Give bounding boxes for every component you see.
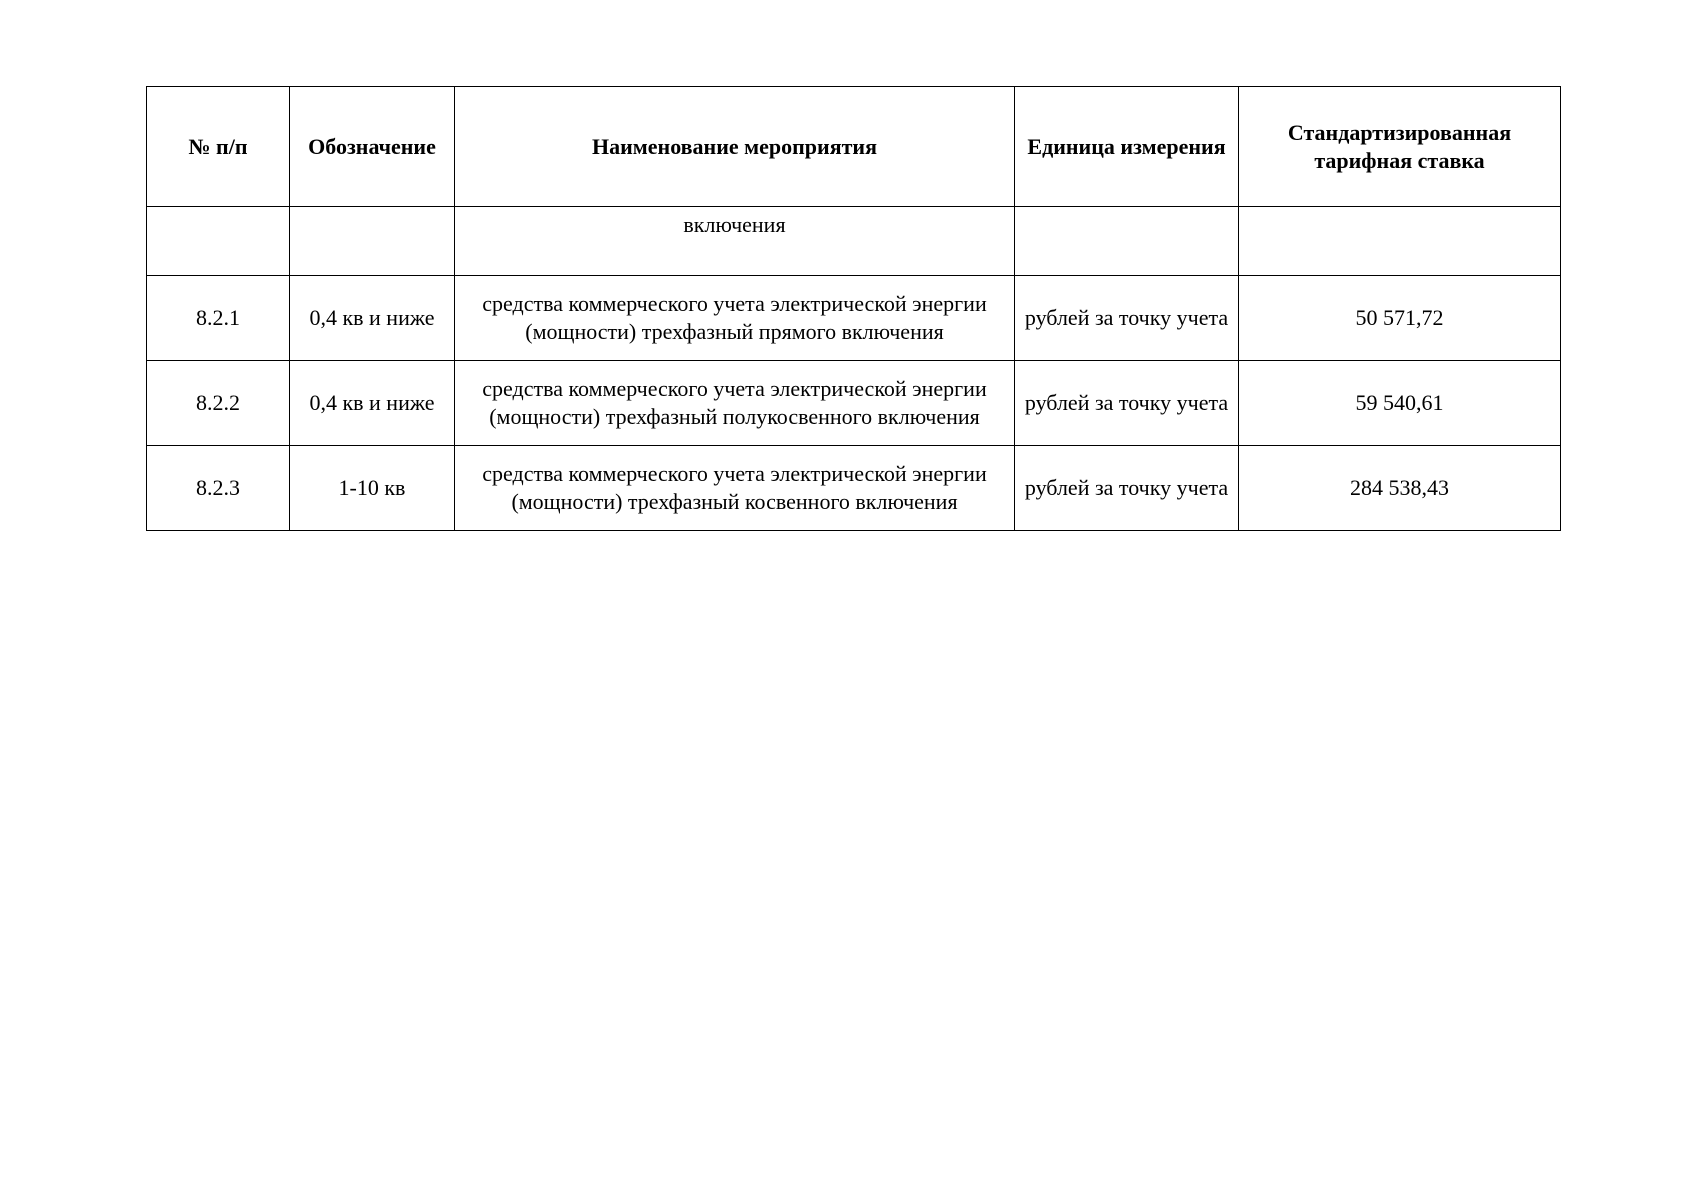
header-rate: Стандартизированная тарифная ставка: [1239, 87, 1561, 207]
table-row: [147, 446, 1561, 531]
cell-designation: 0,4 кв и ниже: [290, 276, 455, 361]
cell-rate: [1239, 207, 1561, 276]
header-designation: Обозначение: [290, 87, 455, 207]
table-row: [147, 276, 1561, 361]
cell-name: средства коммерческого учета электрической энергии (мощности) трехфазный прямого включения: [455, 276, 1015, 361]
tariff-table: [146, 86, 1561, 531]
cell-name: включения: [455, 207, 1015, 276]
cell-unit: рублей за точку учета: [1015, 446, 1239, 531]
cell-unit: [1015, 207, 1239, 276]
table-row: [147, 361, 1561, 446]
cell-designation: 1-10 кв: [290, 446, 455, 531]
cell-name: средства коммерческого учета электрической энергии (мощности) трехфазный полукосвенного включения: [455, 361, 1015, 446]
cell-rate: 284 538,43: [1239, 446, 1561, 531]
cell-designation: [290, 207, 455, 276]
header-unit: Единица измерения: [1015, 87, 1239, 207]
table-row-continuation: [147, 207, 1561, 276]
cell-number: 8.2.1: [147, 276, 290, 361]
cell-number: 8.2.3: [147, 446, 290, 531]
cell-number: 8.2.2: [147, 361, 290, 446]
cell-name: средства коммерческого учета электрической энергии (мощности) трехфазный косвенного включения: [455, 446, 1015, 531]
cell-designation: 0,4 кв и ниже: [290, 361, 455, 446]
cell-number: [147, 207, 290, 276]
header-number: № п/п: [147, 87, 290, 207]
cell-unit: рублей за точку учета: [1015, 276, 1239, 361]
header-name: Наименование мероприятия: [455, 87, 1015, 207]
cell-rate: 50 571,72: [1239, 276, 1561, 361]
table-header-row: [147, 87, 1561, 207]
cell-rate: 59 540,61: [1239, 361, 1561, 446]
cell-unit: рублей за точку учета: [1015, 361, 1239, 446]
